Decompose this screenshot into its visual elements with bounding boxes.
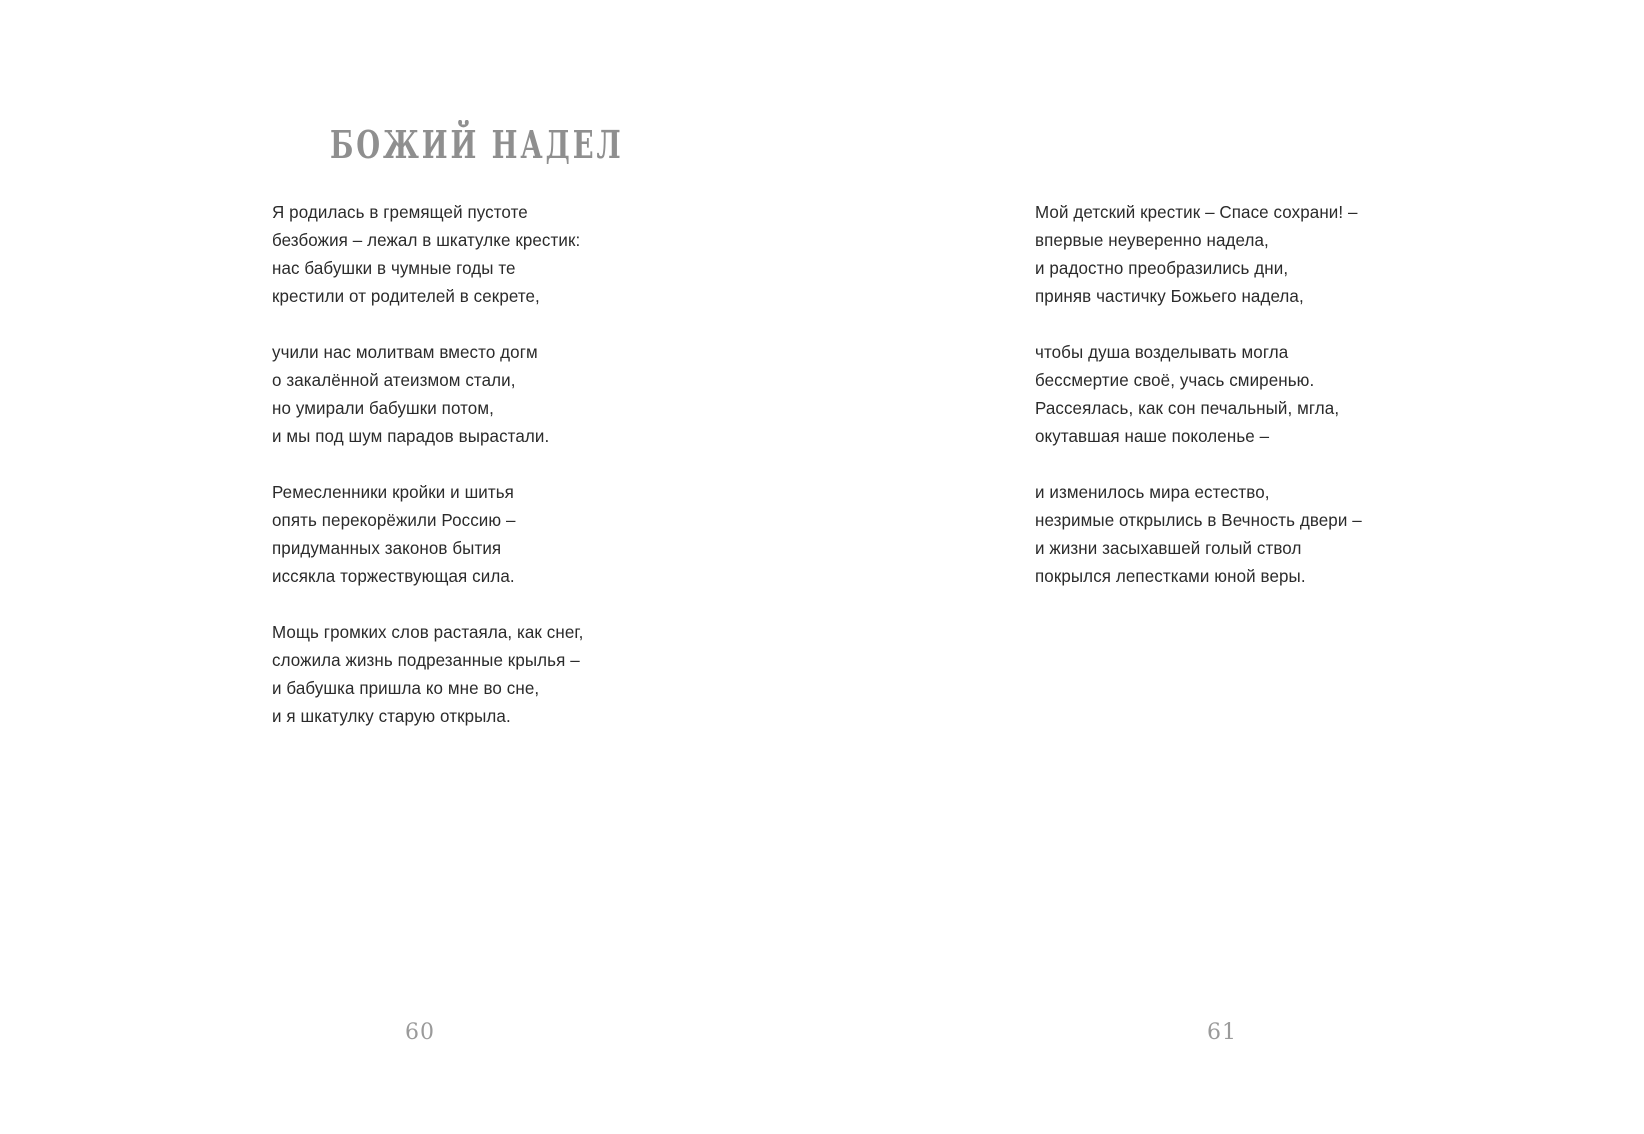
stanza <box>272 478 679 590</box>
page-number-right: 61 <box>1207 1020 1237 1045</box>
poem-title: БОЖИЙ НАДЕЛ <box>330 122 624 167</box>
poem-line: окутавшая наше поколенье – <box>1035 426 1270 446</box>
poem-line: и изменилось мира естество, <box>1035 482 1270 502</box>
stanza <box>272 338 679 450</box>
poem-line: нас бабушки в чумные годы те <box>272 258 516 278</box>
page-number-left: 60 <box>405 1020 435 1045</box>
poem-line: безбожия – лежал в шкатулке крестик: <box>272 230 581 250</box>
poem-line: впервые неуверенно надела, <box>1035 230 1269 250</box>
poem-line: и мы под шум парадов вырастали. <box>272 426 550 446</box>
stanza <box>272 618 679 730</box>
poem-line: Мощь громких слов растаяла, как снег, <box>272 622 584 642</box>
poem-line: иссякла торжествующая сила. <box>272 566 515 586</box>
poem-line: о закалённой атеизмом стали, <box>272 370 516 390</box>
poem-line: Рассеялась, как сон печальный, мгла, <box>1035 398 1340 418</box>
poem-line: незримые открылись в Вечность двери – <box>1035 510 1362 530</box>
stanza <box>272 198 679 310</box>
stanza <box>1035 338 1442 450</box>
poem-line: учили нас молитвам вместо догм <box>272 342 538 362</box>
poem-line: бессмертие своё, учась смиренью. <box>1035 370 1315 390</box>
stanza <box>1035 478 1442 590</box>
poem-line: Ремесленники кройки и шитья <box>272 482 514 502</box>
poem-line: покрылся лепестками юной веры. <box>1035 566 1306 586</box>
poem-line: и жизни засыхавшей голый ствол <box>1035 538 1302 558</box>
poem-line: Мой детский крестик – Спасе сохрани! – <box>1035 202 1358 222</box>
poem-line: приняв частичку Божьего надела, <box>1035 286 1304 306</box>
poem-line: чтобы душа возделывать могла <box>1035 342 1289 362</box>
poem-line: крестили от родителей в секрете, <box>272 286 540 306</box>
poem-line: и бабушка пришла ко мне во сне, <box>272 678 540 698</box>
poem-line: и радостно преобразились дни, <box>1035 258 1289 278</box>
poem-column-right <box>1035 198 1442 590</box>
poem-line: Я родилась в гремящей пустоте <box>272 202 528 222</box>
poem-line: опять перекорёжили Россию – <box>272 510 516 530</box>
poem-column-left <box>272 198 679 730</box>
poem-line: придуманных законов бытия <box>272 538 502 558</box>
poem-line: и я шкатулку старую открыла. <box>272 706 511 726</box>
poem-line: сложила жизнь подрезанные крылья – <box>272 650 580 670</box>
poem-line: но умирали бабушки потом, <box>272 398 494 418</box>
stanza <box>1035 198 1442 310</box>
